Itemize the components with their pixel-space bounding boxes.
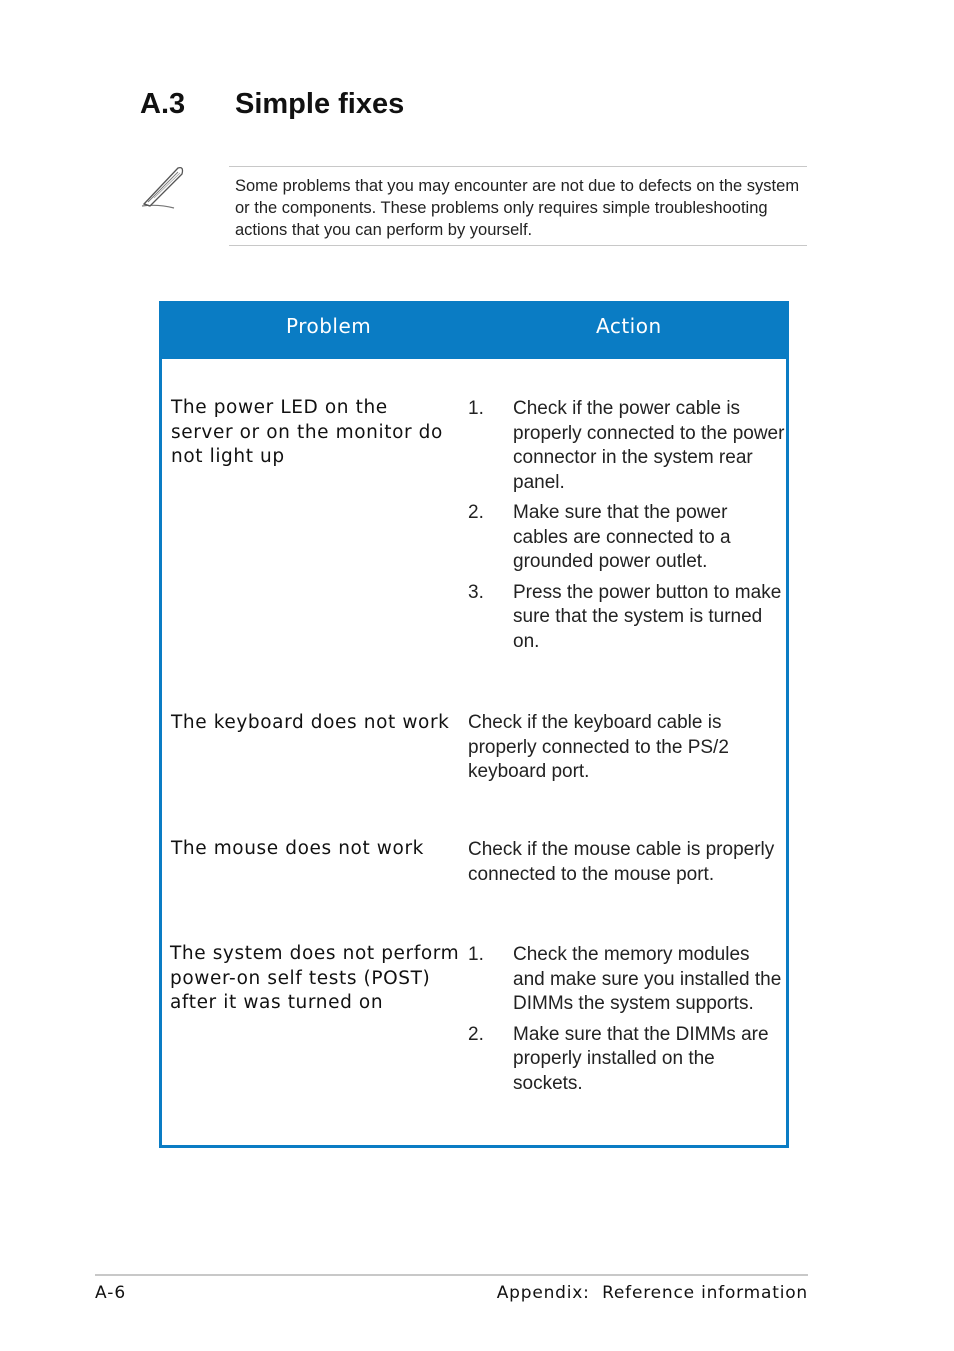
problem-power-led: The power LED on the server or on the monitor do not light up: [171, 397, 443, 467]
step-text: Make sure that the power cables are connected to a grounded power outlet.: [513, 502, 731, 572]
step-text: Press the power button to make sure that the system is turned on.: [513, 581, 782, 652]
step-number: 2.: [468, 502, 484, 523]
header-action: Action: [596, 314, 662, 338]
step-number: 2.: [468, 1023, 484, 1045]
section-title: [140, 88, 404, 121]
section-number: A.3: [140, 88, 186, 120]
action-power-led: [468, 397, 786, 660]
step-text: Check the memory modules and make sure you installed the DIMMs the system supports.: [513, 944, 782, 1014]
step-number: 3.: [468, 581, 484, 603]
step-item: [468, 943, 786, 1017]
step-item: [468, 501, 786, 575]
footer-title: Appendix: Reference information: [496, 1283, 808, 1303]
table-header: [162, 304, 786, 359]
step-number: 1.: [468, 398, 484, 419]
step-text: Check if the power cable is properly connected to the power connector in the system rear panel.: [513, 398, 785, 493]
pen-note-icon: [138, 164, 188, 212]
action-keyboard: Check if the keyboard cable is properly connected to the PS/2 keyboard port.: [468, 712, 729, 782]
step-number: 1.: [468, 944, 484, 965]
troubleshooting-table: [159, 301, 789, 1148]
note-box: [229, 166, 807, 246]
page-number: A-6: [95, 1283, 127, 1303]
action-mouse: Check if the mouse cable is properly connected to the mouse port.: [468, 839, 775, 885]
note-text: Some problems that you may encounter are not due to defects on the system or the components. These problems only requires simple troubleshooting actions that you can perform by yourself.: [235, 177, 800, 239]
section-title-text: Simple fixes: [235, 88, 405, 120]
step-item: [468, 397, 786, 495]
problem-mouse: The mouse does not work: [171, 838, 424, 859]
step-text: Make sure that the DIMMs are properly installed on the sockets.: [513, 1023, 769, 1094]
step-item: [468, 1023, 786, 1097]
action-post: [468, 943, 786, 1102]
step-item: [468, 581, 786, 655]
footer-divider: [95, 1274, 808, 1276]
header-problem: Problem: [286, 314, 372, 338]
problem-keyboard: The keyboard does not work: [171, 712, 450, 733]
problem-post: The system does not perform power-on self tests (POST) after it was turned on: [170, 943, 460, 1013]
